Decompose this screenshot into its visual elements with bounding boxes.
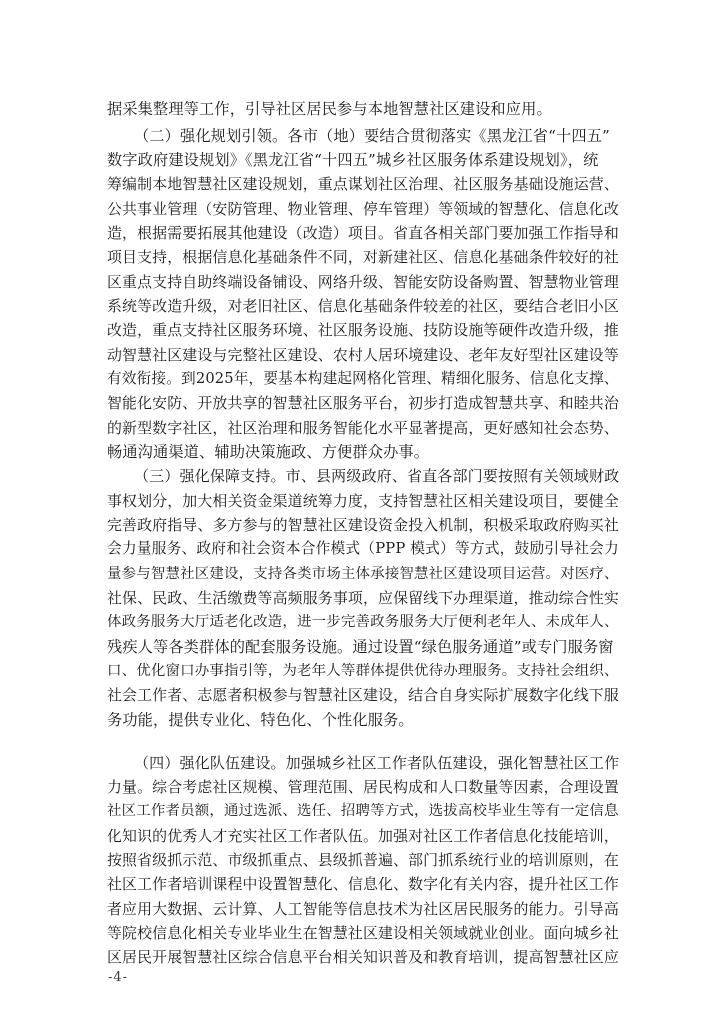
text-line: 系统等改造升级，对老旧社区、信息化基础条件较差的社区，要结合老旧小区 <box>107 297 619 315</box>
text-line: （三）强化保障支持。市、县两级政府、省直各部门要按照有关领域财政 <box>134 467 620 485</box>
text-line: 智能化安防、开放共享的智慧社区服务平台，初步打造成智慧共享、和睦共治 <box>107 394 619 412</box>
text-line: （二）强化规划引领。各市（地）要结合贯彻落实《黑龙江省“十四五” <box>134 127 610 145</box>
text-line: 会力量服务、政府和社会资本合作模式（PPP 模式）等方式，鼓励引导社会力 <box>107 540 619 557</box>
text-line: 筹编制本地智慧社区建设规划，重点谋划社区治理、社区服务基础设施运营、 <box>107 175 619 193</box>
text-line: 畅通沟通渠道、辅助决策施政、方便群众办事。 <box>107 443 430 461</box>
text-line: 有效衔接。到2025年，要基本构建起网格化管理、精细化服务、信息化支撑、 <box>107 370 619 387</box>
text-line: 社区工作者员额，通过选派、选任、招聘等方式，选拔高校毕业生等有一定信息 <box>107 803 619 819</box>
text-line: 的新型数字社区，社区治理和服务智能化水平显著提高，更好感知社会态势、 <box>107 419 619 437</box>
text-line: 造，根据需要拓展其他建设（改造）项目。省直各相关部门要加强工作指导和 <box>107 224 619 242</box>
text-line: 社区工作者培训课程中设置智慧化、信息化、数字化有关内容，提升社区工作 <box>107 875 619 893</box>
text-line: 事权划分，加大相关资金渠道统筹力度，支持智慧社区相关建设项目，要健全 <box>107 492 619 510</box>
text-line: 区重点支持自助终端设备铺设、网络升级、智能安防设备购置、智慧物业管理 <box>107 273 619 291</box>
text-line: 社保、民政、生活缴费等高频服务事项，应保留线下办理渠道，推动综合性实 <box>107 589 619 607</box>
text-line: 社会工作者、志愿者积极参与智慧社区建设，结合自身实际扩展数字化线下服 <box>107 686 619 704</box>
text-line: 公共事业管理（安防管理、物业管理、停车管理）等领域的智慧化、信息化改 <box>107 200 619 218</box>
text-line: 改造，重点支持社区服务环境、社区服务设施、技防设施等硬件改造升级，推 <box>107 321 619 339</box>
text-line: 数字政府建设规划》《黑龙江省“十四五”城乡社区服务体系建设规划》，统 <box>107 151 599 169</box>
text-line: 力量。综合考虑社区规模、管理范围、居民构成和人口数量等因素，合理设置 <box>107 778 619 796</box>
text-line: 完善政府指导、多方参与的智慧社区建设资金投入机制，积极采取政府购买社 <box>107 516 619 534</box>
text-line: 残疾人等各类群体的配套服务设施。通过设置“绿色服务通道”或专门服务窗 <box>107 638 614 656</box>
text-line: 者应用大数据、云计算、人工智能等信息技术为社区居民服务的能力。引导高 <box>107 900 619 918</box>
text-line: 据采集整理等工作，引导社区居民参与本地智慧社区建设和应用。 <box>107 100 552 118</box>
text-line: 动智慧社区建设与完整社区建设、农村人居环境建设、老年友好型社区建设等 <box>107 346 619 364</box>
text-line: 口、优化窗口办事指引等，为老年人等群体提供优待办理服务。支持社会组织、 <box>107 663 619 679</box>
text-line: （四）强化队伍建设。加强城乡社区工作者队伍建设，强化智慧社区工作 <box>134 754 620 772</box>
text-line: 区居民开展智慧社区综合信息平台相关知识普及和教育培训，提高智慧社区应 <box>107 948 619 966</box>
text-line: 项目支持，根据信息化基础条件不同，对新建社区、信息化基础条件较好的社 <box>107 248 619 266</box>
text-line: 务功能，提供专业化、特色化、个性化服务。 <box>107 711 414 729</box>
text-line: 等院校信息化相关专业毕业生在智慧社区建设相关领域就业创业。面向城乡社 <box>107 924 619 942</box>
text-line: 按照省级抓示范、市级抓重点、县级抓普遍、部门抓系统行业的培训原则，在 <box>107 851 619 869</box>
text-line: 量参与智慧社区建设，支持各类市场主体承接智慧社区建设项目运营。对医疗、 <box>107 566 619 582</box>
text-line: 化知识的优秀人才充实社区工作者队伍。加强对社区工作者信息化技能培训， <box>107 827 619 845</box>
page-number: -4- <box>108 970 129 985</box>
text-line: 体政务服务大厅适老化改造，进一步完善政务服务大厅便利老年人、未成年人、 <box>107 614 619 630</box>
